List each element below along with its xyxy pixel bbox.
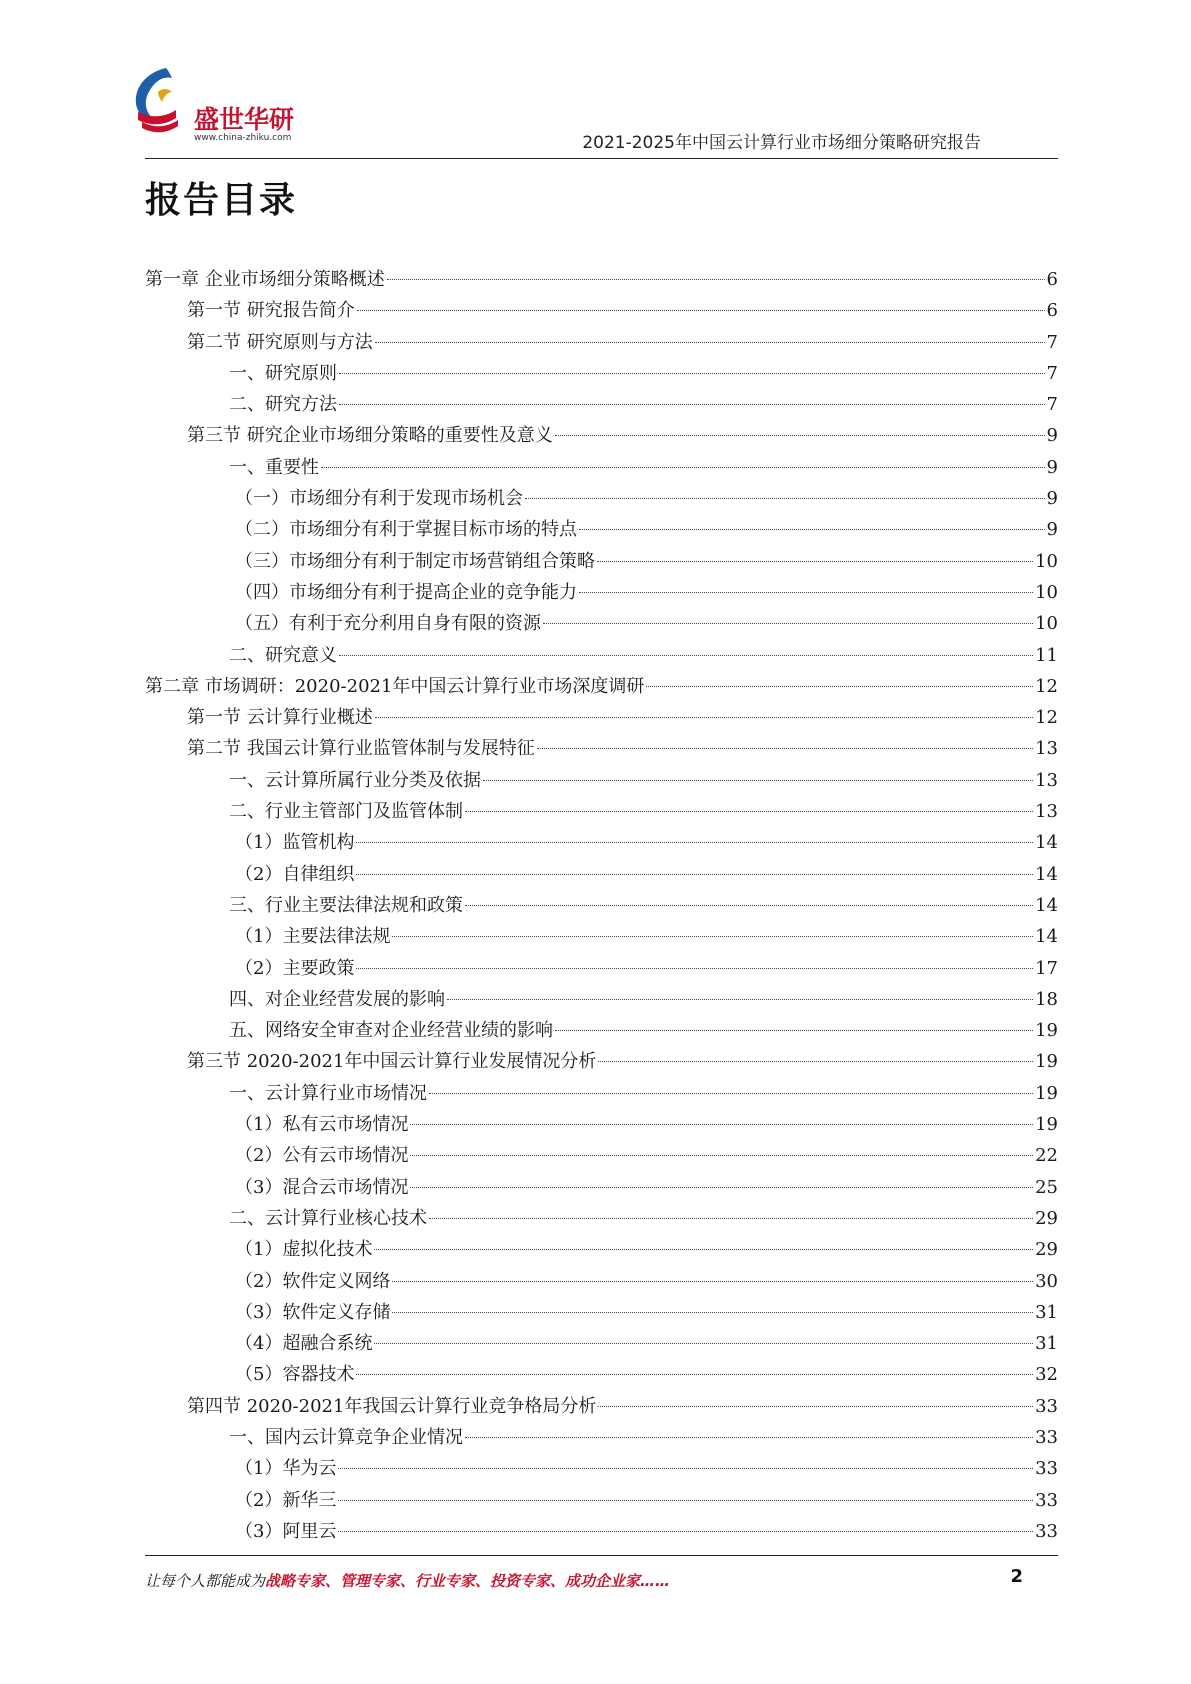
toc-entry[interactable] <box>145 702 1058 733</box>
toc-entry-label: 四、对企业经营发展的影响 <box>229 988 445 1010</box>
toc-dot-leader <box>555 435 1045 436</box>
toc-entry[interactable] <box>145 546 1058 577</box>
page-title: 报告目录 <box>145 180 298 221</box>
toc-entry-page: 6 <box>1046 300 1058 322</box>
toc-entry-page: 33 <box>1035 1426 1058 1448</box>
toc-entry-label: （5）容器技术 <box>235 1364 355 1386</box>
toc-entry-page: 31 <box>1035 1333 1058 1355</box>
toc-entry-page: 17 <box>1035 957 1058 979</box>
toc-dot-leader <box>429 1093 1033 1094</box>
toc-dot-leader <box>537 748 1033 749</box>
toc-entry-label: （四）市场细分有利于提高企业的竞争能力 <box>235 581 577 603</box>
toc-entry[interactable] <box>145 577 1058 608</box>
toc-entry-page: 22 <box>1035 1145 1058 1167</box>
toc-dot-leader <box>447 999 1033 1000</box>
brand-name: 盛世华研 <box>194 105 295 134</box>
header-divider <box>145 158 1058 159</box>
toc-entry-page: 14 <box>1035 894 1058 916</box>
toc-dot-leader <box>356 874 1033 875</box>
toc-dot-leader <box>387 279 1045 280</box>
toc-dot-leader <box>374 1249 1033 1250</box>
toc-dot-leader <box>321 467 1045 468</box>
toc-entry-page: 10 <box>1035 581 1058 603</box>
toc-entry-label: 五、网络安全审查对企业经营业绩的影响 <box>229 1020 553 1042</box>
toc-entry[interactable] <box>145 984 1058 1015</box>
page-number: 2 <box>1010 1566 1023 1587</box>
toc-entry-page: 7 <box>1046 362 1058 384</box>
toc-dot-leader <box>375 342 1045 343</box>
toc-entry-page: 9 <box>1046 456 1058 478</box>
toc-dot-leader <box>356 968 1033 969</box>
toc-entry[interactable] <box>145 483 1058 514</box>
toc-dot-leader <box>410 1155 1033 1156</box>
toc-entry-label: 一、云计算行业市场情况 <box>229 1082 427 1104</box>
toc-entry-page: 10 <box>1035 613 1058 635</box>
toc-entry[interactable] <box>145 1109 1058 1140</box>
toc-entry-page: 13 <box>1035 769 1058 791</box>
toc-entry[interactable] <box>145 295 1058 326</box>
toc-dot-leader <box>579 592 1033 593</box>
toc-entry[interactable] <box>145 1172 1058 1203</box>
toc-entry[interactable] <box>145 514 1058 545</box>
toc-entry-page: 14 <box>1035 863 1058 885</box>
toc-dot-leader <box>646 686 1033 687</box>
toc-entry-page: 7 <box>1046 331 1058 353</box>
toc-entry-label: （1）主要法律法规 <box>235 926 391 948</box>
toc-dot-leader <box>339 404 1045 405</box>
toc-entry-page: 19 <box>1035 1051 1058 1073</box>
toc-entry-label: 第二章 市场调研：2020-2021年中国云计算行业市场深度调研 <box>145 675 645 697</box>
toc-entry-label: （五）有利于充分利用自身有限的资源 <box>235 613 541 635</box>
toc-entry[interactable] <box>145 953 1058 984</box>
toc-entry-label: 二、云计算行业核心技术 <box>229 1207 427 1229</box>
toc-entry-label: 一、研究原则 <box>229 362 337 384</box>
toc-entry-page: 6 <box>1046 269 1058 290</box>
toc-dot-leader <box>392 936 1033 937</box>
toc-entry-label: 二、研究方法 <box>229 394 337 416</box>
toc-entry-label: 一、国内云计算竞争企业情况 <box>229 1426 463 1448</box>
toc-entry-label: （一）市场细分有利于发现市场机会 <box>235 488 523 510</box>
toc-dot-leader <box>339 655 1033 656</box>
toc-entry-page: 13 <box>1035 801 1058 823</box>
toc-entry[interactable] <box>145 358 1058 389</box>
toc-entry[interactable] <box>145 1234 1058 1265</box>
toc-entry-page: 12 <box>1035 675 1058 697</box>
toc-entry[interactable] <box>145 765 1058 796</box>
toc-entry-page: 33 <box>1035 1520 1058 1542</box>
toc-dot-leader <box>525 498 1045 499</box>
toc-dot-leader <box>375 717 1033 718</box>
toc-entry-label: 第三节 2020-2021年中国云计算行业发展情况分析 <box>187 1051 597 1073</box>
toc-entry[interactable] <box>145 1485 1058 1516</box>
toc-entry-page: 19 <box>1035 1082 1058 1104</box>
toc-entry-label: 第二节 我国云计算行业监管体制与发展特征 <box>187 738 535 760</box>
toc-entry[interactable] <box>145 420 1058 451</box>
toc-entry[interactable] <box>145 890 1058 921</box>
toc-entry-page: 33 <box>1035 1458 1058 1480</box>
toc-dot-leader <box>338 1531 1033 1532</box>
toc-entry[interactable] <box>145 1422 1058 1453</box>
toc-entry-page: 12 <box>1035 707 1058 729</box>
toc-entry[interactable] <box>145 733 1058 764</box>
toc-dot-leader <box>356 842 1033 843</box>
toc-dot-leader <box>374 1343 1033 1344</box>
toc-entry[interactable] <box>145 1359 1058 1390</box>
toc-entry[interactable] <box>145 921 1058 952</box>
toc-entry-page: 30 <box>1035 1270 1058 1292</box>
toc-entry-label: （三）市场细分有利于制定市场营销组合策略 <box>235 550 595 572</box>
toc-entry-page: 25 <box>1035 1176 1058 1198</box>
toc-entry-label: 二、行业主管部门及监管体制 <box>229 801 463 823</box>
toc-dot-leader <box>465 1437 1033 1438</box>
toc-entry[interactable] <box>145 1328 1058 1359</box>
toc-dot-leader <box>410 1124 1033 1125</box>
toc-entry[interactable] <box>145 1046 1058 1077</box>
toc-entry[interactable] <box>145 264 1058 295</box>
toc-dot-leader <box>392 1312 1033 1313</box>
toc-dot-leader <box>579 529 1045 530</box>
book-swoosh-icon <box>128 62 198 142</box>
toc-dot-leader <box>598 1406 1033 1407</box>
toc-entry-label: 第一章 企业市场细分策略概述 <box>145 269 385 290</box>
toc-entry-page: 33 <box>1035 1395 1058 1417</box>
toc-entry-page: 7 <box>1046 394 1058 416</box>
toc-entry-label: （1）监管机构 <box>235 832 355 854</box>
footer-slogan <box>145 1570 670 1591</box>
toc-entry-label: 第一节 云计算行业概述 <box>187 707 373 729</box>
toc-entry-page: 11 <box>1035 644 1058 666</box>
toc-entry-label: （1）私有云市场情况 <box>235 1114 409 1136</box>
toc-entry[interactable] <box>145 859 1058 890</box>
footer-divider <box>145 1555 1058 1556</box>
toc-entry-page: 13 <box>1035 738 1058 760</box>
toc-entry-page: 19 <box>1035 1020 1058 1042</box>
brand-url: www.china-zhiku.com <box>194 133 292 143</box>
toc-entry[interactable] <box>145 1516 1058 1547</box>
toc-entry-label: （3）软件定义存储 <box>235 1301 391 1323</box>
toc-dot-leader <box>429 1218 1033 1219</box>
toc-entry-label: 三、行业主要法律法规和政策 <box>229 894 463 916</box>
toc-dot-leader <box>555 1030 1033 1031</box>
toc-dot-leader <box>543 623 1033 624</box>
toc-entry-page: 10 <box>1035 550 1058 572</box>
toc-entry[interactable] <box>145 1391 1058 1422</box>
toc-dot-leader <box>597 561 1033 562</box>
toc-entry-label: （3）混合云市场情况 <box>235 1176 409 1198</box>
toc-entry-label: 第二节 研究原则与方法 <box>187 331 373 353</box>
report-title: 2021-2025年中国云计算行业市场细分策略研究报告 <box>582 133 981 153</box>
toc-entry-label: 二、研究意义 <box>229 644 337 666</box>
toc-entry-page: 31 <box>1035 1301 1058 1323</box>
footer-slogan-emphasis: 战略专家、管理专家、行业专家、投资专家、成功企业家…… <box>265 1572 671 1590</box>
toc-entry[interactable] <box>145 327 1058 358</box>
toc-entry[interactable] <box>145 827 1058 858</box>
toc-entry-page: 33 <box>1035 1489 1058 1511</box>
toc-entry[interactable] <box>145 796 1058 827</box>
toc-dot-leader <box>356 1374 1033 1375</box>
toc-dot-leader <box>483 780 1033 781</box>
toc-entry-label: 一、重要性 <box>229 456 319 478</box>
table-of-contents <box>145 264 1058 1547</box>
toc-entry-label: （2）主要政策 <box>235 957 355 979</box>
toc-entry[interactable] <box>145 671 1058 702</box>
toc-dot-leader <box>392 1281 1033 1282</box>
toc-dot-leader <box>598 1061 1033 1062</box>
toc-entry[interactable] <box>145 452 1058 483</box>
toc-entry-label: （3）阿里云 <box>235 1520 337 1542</box>
toc-entry-page: 29 <box>1035 1207 1058 1229</box>
toc-entry-page: 9 <box>1046 519 1058 541</box>
toc-entry-label: （2）软件定义网络 <box>235 1270 391 1292</box>
toc-entry-page: 9 <box>1046 488 1058 510</box>
toc-entry-page: 9 <box>1046 425 1058 447</box>
toc-entry-page: 19 <box>1035 1114 1058 1136</box>
toc-entry-label: 一、云计算所属行业分类及依据 <box>229 769 481 791</box>
toc-entry[interactable] <box>145 1140 1058 1171</box>
footer-slogan-lead: 让每个人都能成为 <box>145 1572 266 1590</box>
toc-entry-page: 29 <box>1035 1239 1058 1261</box>
toc-dot-leader <box>410 1187 1033 1188</box>
toc-entry-label: 第三节 研究企业市场细分策略的重要性及意义 <box>187 425 553 447</box>
toc-entry[interactable] <box>145 640 1058 671</box>
brand-logo <box>128 62 368 152</box>
toc-entry-label: （4）超融合系统 <box>235 1333 373 1355</box>
toc-entry[interactable] <box>145 1266 1058 1297</box>
toc-entry-page: 14 <box>1035 832 1058 854</box>
toc-entry-label: （2）公有云市场情况 <box>235 1145 409 1167</box>
toc-dot-leader <box>357 310 1045 311</box>
toc-dot-leader <box>465 905 1033 906</box>
toc-entry-label: （1）虚拟化技术 <box>235 1239 373 1261</box>
toc-entry-page: 14 <box>1035 926 1058 948</box>
toc-dot-leader <box>339 373 1045 374</box>
toc-entry-page: 32 <box>1035 1364 1058 1386</box>
toc-entry-page: 18 <box>1035 988 1058 1010</box>
toc-dot-leader <box>465 811 1033 812</box>
toc-entry[interactable] <box>145 1078 1058 1109</box>
toc-entry-label: 第一节 研究报告简介 <box>187 300 355 322</box>
toc-entry[interactable] <box>145 389 1058 420</box>
toc-entry-label: （2）新华三 <box>235 1489 337 1511</box>
toc-entry[interactable] <box>145 1297 1058 1328</box>
toc-entry-label: （2）自律组织 <box>235 863 355 885</box>
toc-entry[interactable] <box>145 1203 1058 1234</box>
toc-entry[interactable] <box>145 608 1058 639</box>
toc-entry[interactable] <box>145 1453 1058 1484</box>
toc-entry-label: （1）华为云 <box>235 1458 337 1480</box>
toc-entry[interactable] <box>145 1015 1058 1046</box>
toc-entry-label: 第四节 2020-2021年我国云计算行业竞争格局分析 <box>187 1395 597 1417</box>
toc-dot-leader <box>338 1468 1033 1469</box>
toc-dot-leader <box>338 1500 1033 1501</box>
toc-entry-label: （二）市场细分有利于掌握目标市场的特点 <box>235 519 577 541</box>
